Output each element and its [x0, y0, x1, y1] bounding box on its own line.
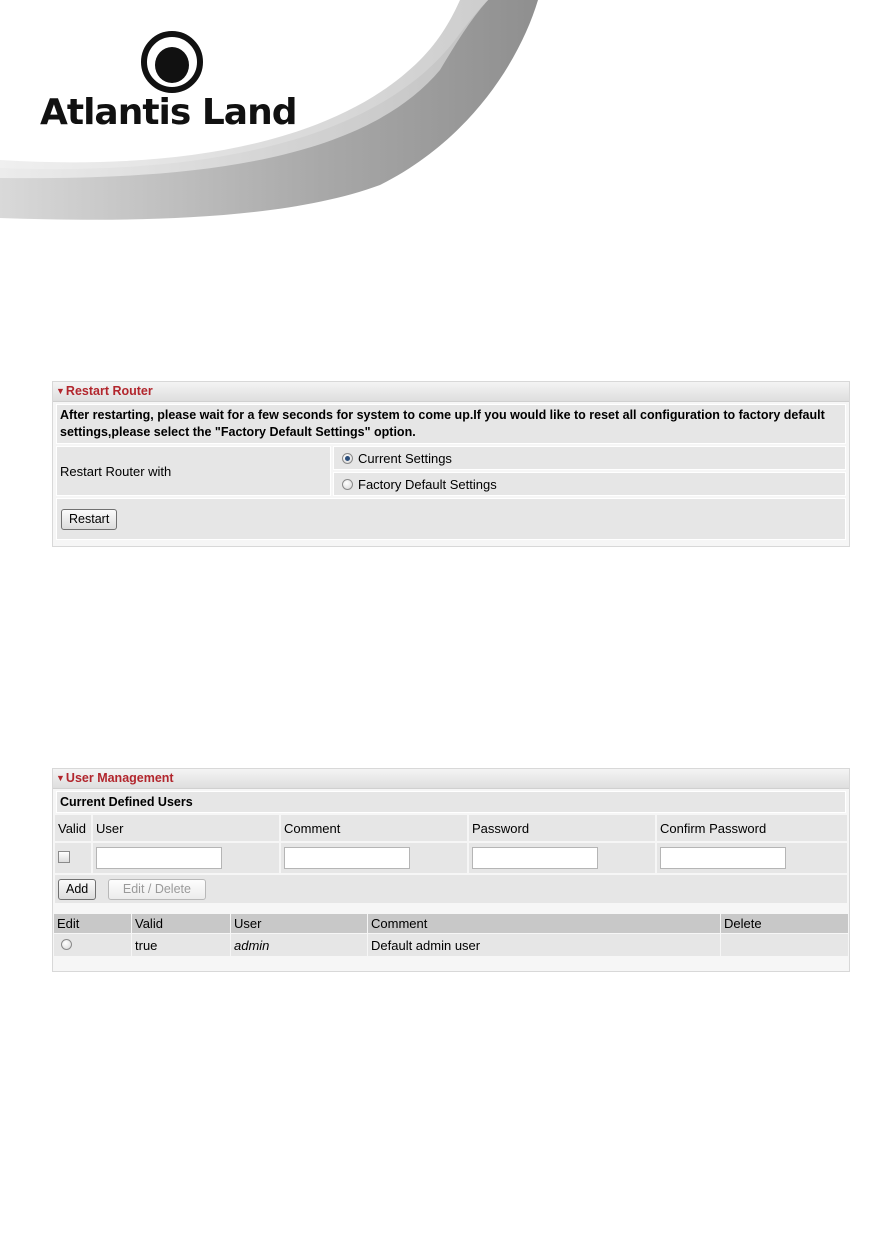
collapse-triangle-icon[interactable]: ▼ [56, 386, 65, 396]
current-users-label: Current Defined Users [56, 791, 846, 813]
col-confirm-password: Confirm Password [657, 815, 847, 841]
list-header-delete: Delete [721, 914, 848, 933]
user-entry-grid [53, 813, 849, 905]
list-header-edit: Edit [54, 914, 131, 933]
valid-checkbox[interactable] [58, 851, 70, 863]
row-comment: Default admin user [368, 934, 720, 956]
row-valid: true [132, 934, 230, 956]
row-user: admin [231, 934, 367, 956]
restart-button-row [56, 498, 846, 540]
confirm-password-input[interactable] [660, 847, 786, 869]
password-input[interactable] [472, 847, 598, 869]
user-entry-header [55, 815, 847, 841]
current-settings-label: Current Settings [358, 450, 452, 466]
users-list-table [53, 913, 849, 957]
radio-current-settings[interactable] [342, 453, 353, 464]
edit-radio[interactable] [61, 939, 72, 950]
atlantis-logo-icon [140, 30, 204, 94]
col-valid: Valid [55, 815, 91, 841]
restart-with-label: Restart Router with [56, 446, 331, 496]
table-row [54, 934, 848, 956]
radio-factory-defaults[interactable] [342, 479, 353, 490]
user-management-panel [52, 768, 850, 972]
collapse-triangle-icon[interactable]: ▼ [56, 773, 65, 783]
user-input[interactable] [96, 847, 222, 869]
restart-router-title: Restart Router [65, 384, 153, 398]
user-management-title: User Management [65, 771, 174, 785]
list-header-valid: Valid [132, 914, 230, 933]
users-list-header [54, 914, 848, 933]
option-current-settings[interactable] [333, 446, 846, 470]
list-header-comment: Comment [368, 914, 720, 933]
add-user-button[interactable]: Add [58, 879, 96, 900]
restart-router-panel [52, 381, 850, 547]
factory-defaults-label: Factory Default Settings [358, 476, 497, 492]
list-header-user: User [231, 914, 367, 933]
panel-title [53, 382, 849, 402]
brand-logo-text: Atlantis Land [40, 92, 297, 133]
restart-options-row [56, 446, 846, 496]
col-comment: Comment [281, 815, 467, 841]
col-password: Password [469, 815, 655, 841]
user-entry-row [55, 843, 847, 873]
restart-button[interactable]: Restart [61, 509, 117, 530]
user-actions-row [55, 875, 847, 903]
comment-input[interactable] [284, 847, 410, 869]
option-factory-defaults[interactable] [333, 472, 846, 496]
col-user: User [93, 815, 279, 841]
panel-title [53, 769, 849, 789]
row-delete [721, 934, 848, 956]
edit-delete-button[interactable]: Edit / Delete [108, 879, 206, 900]
restart-description: After restarting, please wait for a few seconds for system to come up.If you would like to reset all configuration to factory default settings,please select the "Factory Default Settings" option. [56, 404, 846, 444]
